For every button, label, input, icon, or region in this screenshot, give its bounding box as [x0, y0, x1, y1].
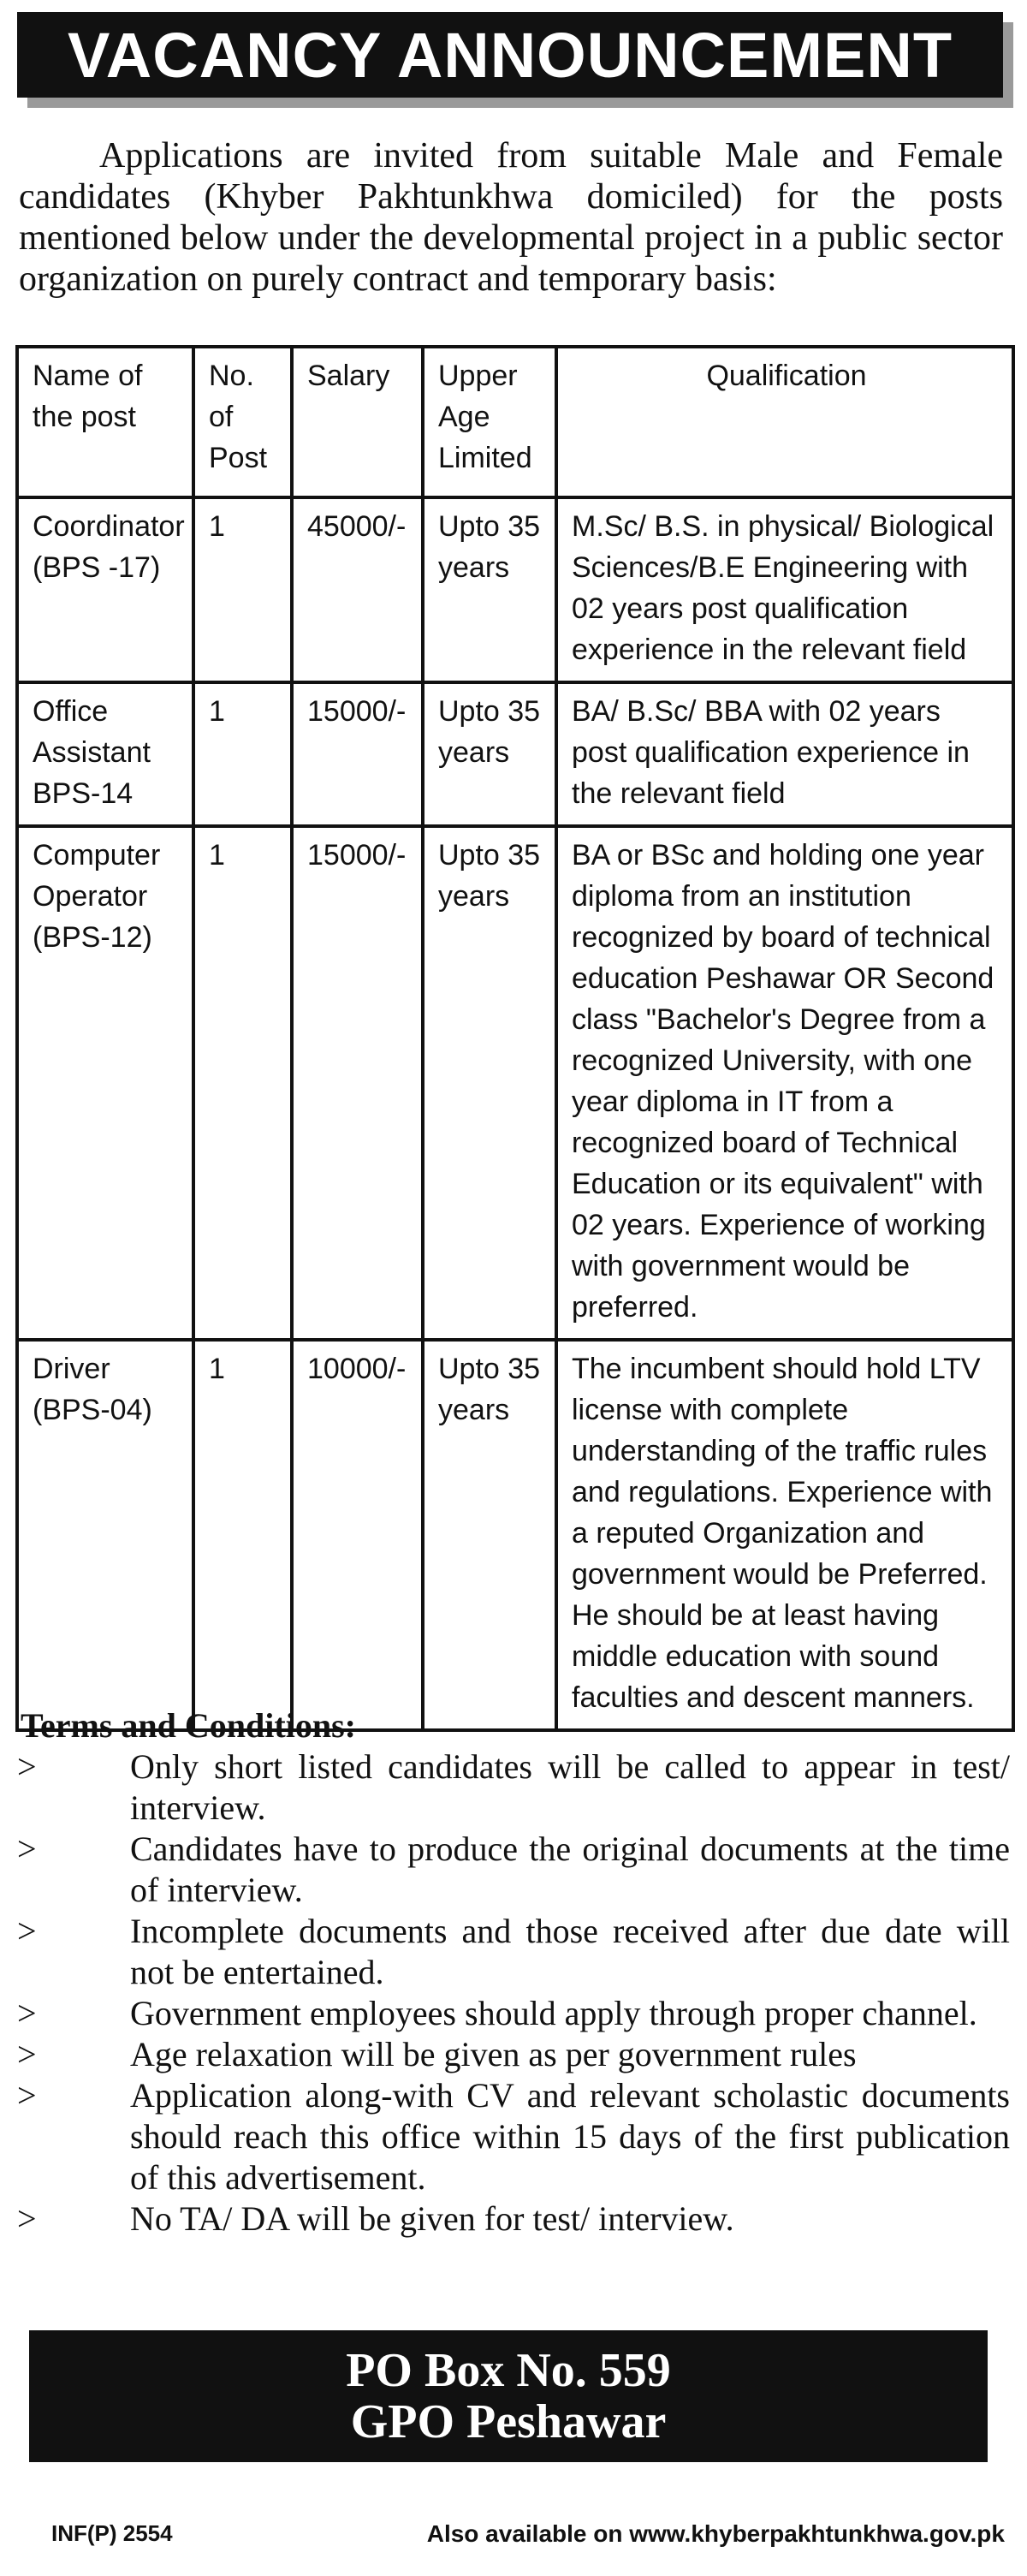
term-text: Incomplete documents and those received after due date will not be entertained.	[130, 1912, 1010, 1991]
contact-address-box	[29, 2330, 988, 2462]
bullet-marker: >	[17, 1994, 37, 2032]
post-count: 1	[193, 682, 292, 826]
post-salary: 15000/-	[292, 682, 423, 826]
table-row	[17, 682, 1013, 826]
list-item	[14, 2034, 1010, 2075]
bullet-marker: >	[17, 2035, 37, 2073]
post-age-limit: Upto 35 years	[423, 497, 556, 682]
table-header-row	[17, 347, 1013, 497]
term-text: Government employees should apply through proper channel.	[130, 1994, 977, 2032]
post-age-limit: Upto 35 years	[423, 826, 556, 1340]
gpo-line: GPO Peshawar	[350, 2395, 667, 2448]
header-qualification: Qualification	[556, 347, 1013, 497]
list-item	[14, 1993, 1010, 2034]
table-row	[17, 826, 1013, 1340]
header-post-name: Name of the post	[17, 347, 193, 497]
announcement-title	[17, 12, 1003, 98]
post-salary: 15000/-	[292, 826, 423, 1340]
term-text: Age relaxation will be given as per government rules	[130, 2035, 857, 2073]
list-item	[14, 2075, 1010, 2198]
po-box-line: PO Box No. 559	[346, 2344, 671, 2397]
reference-number: INF(P) 2554	[51, 2520, 173, 2546]
table-row	[17, 497, 1013, 682]
post-count: 1	[193, 826, 292, 1340]
post-count: 1	[193, 497, 292, 682]
post-name: Office Assistant BPS-14	[17, 682, 193, 826]
post-salary: 10000/-	[292, 1340, 423, 1730]
post-qualification: The incumbent should hold LTV license with complete understanding of the traffic rules and regulations. Experience with a reputed Organization and government would be Preferred. He should be at least having middle education with sound faculties and descent manners.	[556, 1340, 1013, 1730]
post-age-limit: Upto 35 years	[423, 1340, 556, 1730]
post-name: Driver (BPS-04)	[17, 1340, 193, 1730]
availability-note: Also available on www.khyberpakhtunkhwa.gov.pk	[426, 2520, 1005, 2547]
term-text: Candidates have to produce the original documents at the time of interview.	[130, 1829, 1010, 1909]
list-item	[14, 1911, 1010, 1993]
term-text: Application along-with CV and relevant scholastic documents should reach this office within 15 days of the first publication of this advertisement.	[130, 2076, 1010, 2197]
vacancy-table	[15, 345, 1015, 1732]
list-item	[14, 1829, 1010, 1911]
header-salary: Salary	[292, 347, 423, 497]
post-count: 1	[193, 1340, 292, 1730]
post-qualification: BA or BSc and holding one year diploma from an institution recognized by board of technical education Peshawar OR Second class "Bachelor's Degree from a recognized University, with one year diploma in IT from a recognized board of Technical Education or its equivalent" with 02 years. Experience of working with government would be preferred.	[556, 826, 1013, 1340]
list-item	[14, 1746, 1010, 1829]
term-text: Only short listed candidates will be called to appear in test/ interview.	[130, 1747, 1010, 1827]
post-qualification: M.Sc/ B.S. in physical/ Biological Sciences/B.E Engineering with 02 years post qualification experience in the relevant field	[556, 497, 1013, 682]
bullet-marker: >	[17, 2199, 37, 2238]
table-row	[17, 1340, 1013, 1730]
post-name: Coordinator (BPS -17)	[17, 497, 193, 682]
post-qualification: BA/ B.Sc/ BBA with 02 years post qualification experience in the relevant field	[556, 682, 1013, 826]
bullet-marker: >	[17, 2076, 37, 2115]
term-text: No TA/ DA will be given for test/ interview.	[130, 2199, 734, 2238]
announcement-title-text: VACANCY ANNOUNCEMENT	[67, 19, 953, 91]
header-no-of-post: No. of Post	[193, 347, 292, 497]
post-age-limit: Upto 35 years	[423, 682, 556, 826]
bullet-marker: >	[17, 1912, 37, 1950]
bullet-marker: >	[17, 1747, 37, 1786]
terms-list	[14, 1746, 1010, 2240]
post-name: Computer Operator (BPS-12)	[17, 826, 193, 1340]
header-upper-age: Upper Age Limited	[423, 347, 556, 497]
bullet-marker: >	[17, 1829, 37, 1868]
intro-paragraph: Applications are invited from suitable Male and Female candidates (Khyber Pakhtunkhwa domiciled) for the posts mentioned below under the developmental project in a public sector organization on purely contract and temporary basis:	[19, 136, 1003, 299]
list-item	[14, 2198, 1010, 2240]
terms-heading: Terms and Conditions:	[21, 1706, 356, 1745]
post-salary: 45000/-	[292, 497, 423, 682]
